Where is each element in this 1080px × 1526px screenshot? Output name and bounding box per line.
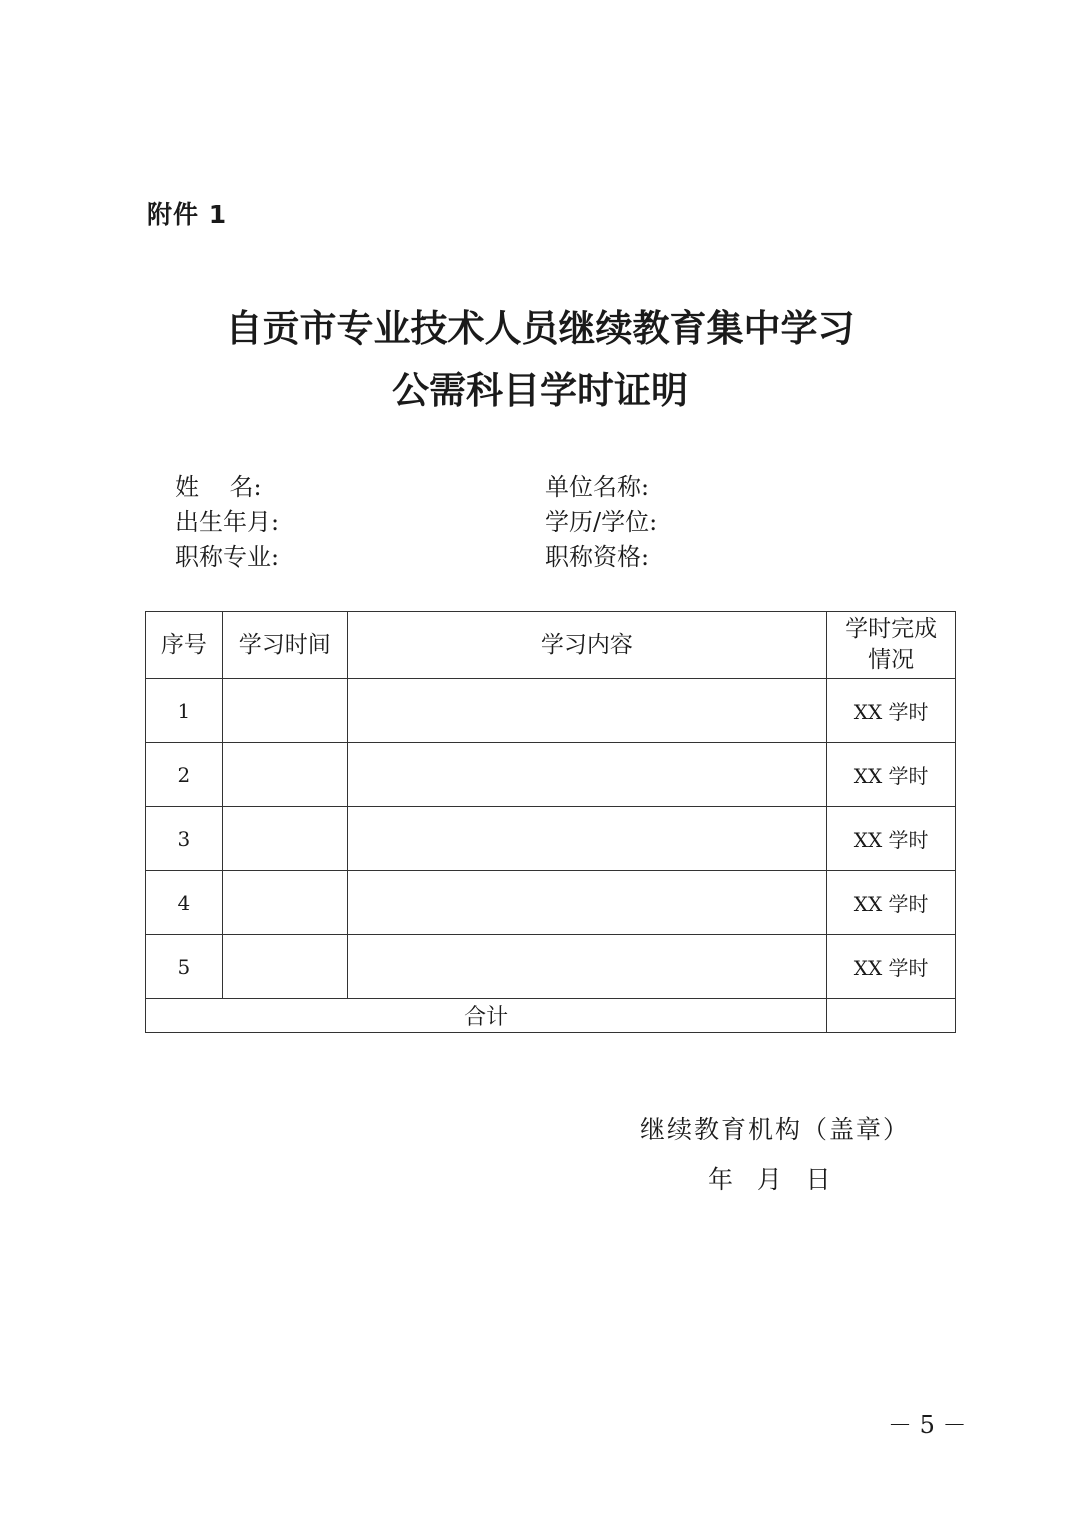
row-study-time[interactable] xyxy=(222,935,347,999)
employer-field-label: 单位名称: xyxy=(545,473,650,501)
attachment-label: 附件 1 xyxy=(147,200,228,229)
table-row xyxy=(146,871,956,935)
document-title-line1: 自贡市专业技术人员继续教育集中学习 xyxy=(225,306,855,350)
table-row xyxy=(146,935,956,999)
table-row xyxy=(146,807,956,871)
row-hours: XX 学时 xyxy=(827,743,956,807)
row-hours: XX 学时 xyxy=(827,807,956,871)
name-field-label: 姓 名: xyxy=(175,473,262,501)
header-completion xyxy=(827,612,956,679)
row-study-content[interactable] xyxy=(347,743,827,807)
row-hours: XX 学时 xyxy=(827,679,956,743)
row-study-content[interactable] xyxy=(347,679,827,743)
header-study-content: 学习内容 xyxy=(347,612,827,679)
table-header-row xyxy=(146,612,956,679)
info-fields-left xyxy=(175,470,279,575)
education-degree-field-label: 学历/学位: xyxy=(545,508,658,536)
row-study-content[interactable] xyxy=(347,871,827,935)
page-number: － 5 － xyxy=(888,1411,967,1439)
study-hours-table xyxy=(145,611,956,1033)
row-study-time[interactable] xyxy=(222,679,347,743)
row-hours: XX 学时 xyxy=(827,871,956,935)
header-study-time: 学习时间 xyxy=(222,612,347,679)
title-qualification-field-label: 职称资格: xyxy=(545,543,650,571)
document-title-line2: 公需科目学时证明 xyxy=(392,368,688,412)
row-study-time[interactable] xyxy=(222,871,347,935)
organization-seal-label: 继续教育机构（盖章） xyxy=(640,1115,911,1144)
title-specialty-field-label: 职称专业: xyxy=(175,543,280,571)
total-value[interactable] xyxy=(827,999,956,1033)
total-label: 合计 xyxy=(146,999,827,1033)
row-study-time[interactable] xyxy=(222,743,347,807)
date-line: 年 月 日 xyxy=(708,1165,831,1194)
table-row xyxy=(146,679,956,743)
row-study-content[interactable] xyxy=(347,935,827,999)
info-fields-right xyxy=(545,470,657,575)
row-hours: XX 学时 xyxy=(827,935,956,999)
birth-date-field-label: 出生年月: xyxy=(175,508,280,536)
row-index: 3 xyxy=(146,807,223,871)
header-completion-line1: 学时完成 xyxy=(845,616,938,642)
row-index: 1 xyxy=(146,679,223,743)
header-completion-line2: 情况 xyxy=(868,647,915,673)
header-index: 序号 xyxy=(146,612,223,679)
row-index: 5 xyxy=(146,935,223,999)
row-study-content[interactable] xyxy=(347,807,827,871)
table-row xyxy=(146,743,956,807)
row-study-time[interactable] xyxy=(222,807,347,871)
row-index: 4 xyxy=(146,871,223,935)
table-total-row xyxy=(146,999,956,1033)
row-index: 2 xyxy=(146,743,223,807)
